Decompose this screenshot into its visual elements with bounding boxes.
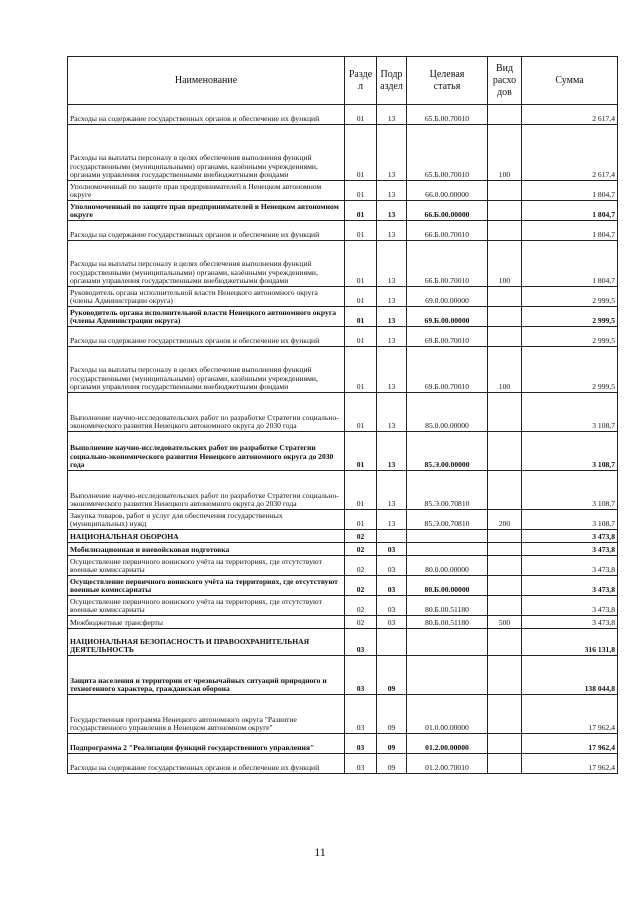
row-sum: 3 108,7 [522,432,618,471]
table-row [68,543,618,556]
table-row [68,221,618,241]
row-section: 01 [345,125,377,181]
row-name: Подпрограмма 2 "Реализация функций государственного управления" [68,734,345,754]
row-section: 03 [345,629,377,656]
row-sum: 17 962,4 [522,695,618,734]
row-target-article [407,629,488,656]
row-target-article [407,543,488,556]
table-row [68,307,618,327]
row-subsection: 03 [377,576,407,596]
row-name: Мобилизационная и вневойсковая подготовка [68,543,345,556]
row-name: Расходы на выплаты персоналу в целях обеспечения выполнения функций государственными (муниципальными) органами, казёнными учреждениями, органами управления государственными внебюджетными фондами [68,241,345,287]
row-section: 03 [345,754,377,774]
row-subsection: 13 [377,393,407,432]
row-expense-kind [488,327,522,347]
row-expense-kind [488,307,522,327]
row-sum: 2 999,5 [522,307,618,327]
row-sum: 1 804,7 [522,201,618,221]
header-name: Наименование [68,57,345,105]
row-section: 01 [345,221,377,241]
row-subsection: 13 [377,307,407,327]
header-target-article: Целевая статья [407,57,488,105]
row-name: Выполнение научно-исследовательских работ по разработке Стратегии социально-экономического развития Ненецкого автономного округа до 2030 года [68,432,345,471]
row-section: 03 [345,734,377,754]
row-section: 01 [345,327,377,347]
row-target-article: 66.Б.00.70010 [407,221,488,241]
table-row [68,530,618,543]
row-section: 02 [345,576,377,596]
row-expense-kind: 200 [488,510,522,530]
row-sum: 3 108,7 [522,471,618,510]
row-expense-kind [488,105,522,125]
row-name: Выполнение научно-исследовательских работ по разработке Стратегии социально-экономического развития Ненецкого автономного округа до 2030 года [68,393,345,432]
row-section: 01 [345,393,377,432]
row-sum: 2 999,5 [522,347,618,393]
row-name: Межбюджетные трансферты [68,616,345,629]
row-sum: 3 473,8 [522,530,618,543]
row-subsection [377,629,407,656]
row-section: 02 [345,530,377,543]
row-name: Осуществление первичного воинского учёта на территориях, где отсутствуют военные комиссариаты [68,576,345,596]
row-target-article: 85.Э.00.00000 [407,432,488,471]
row-target-article: 80.Б.00.51180 [407,596,488,616]
table-row [68,287,618,307]
row-sum: 138 044,8 [522,656,618,695]
row-subsection: 13 [377,105,407,125]
row-target-article: 66.Б.00.70010 [407,241,488,287]
header-section: Разде л [345,57,377,105]
table-body [68,105,618,774]
row-section: 01 [345,241,377,287]
row-target-article: 85.Э.00.70810 [407,510,488,530]
row-name: НАЦИОНАЛЬНАЯ БЕЗОПАСНОСТЬ И ПРАВООХРАНИТЕЛЬНАЯ ДЕЯТЕЛЬНОСТЬ [68,629,345,656]
table-row [68,181,618,201]
row-subsection [377,530,407,543]
row-expense-kind [488,754,522,774]
row-target-article: 69.Б.00.70010 [407,347,488,393]
table-row [68,616,618,629]
row-subsection: 13 [377,510,407,530]
row-section: 01 [345,307,377,327]
table-row [68,471,618,510]
row-expense-kind [488,471,522,510]
row-expense-kind: 100 [488,347,522,393]
row-subsection: 13 [377,287,407,307]
table-row [68,734,618,754]
row-subsection: 13 [377,181,407,201]
row-section: 02 [345,543,377,556]
row-section: 01 [345,471,377,510]
row-section: 02 [345,596,377,616]
row-name: Руководитель органа исполнительной власти Ненецкого автономного округа (члены Администрации округа) [68,287,345,307]
row-section: 01 [345,347,377,393]
header-sum: Сумма [522,57,618,105]
table-row [68,347,618,393]
row-sum: 3 473,8 [522,556,618,576]
row-sum: 1 804,7 [522,241,618,287]
row-target-article: 80.Б.00.51180 [407,616,488,629]
row-sum: 1 804,7 [522,221,618,241]
row-target-article: 80.0.00.00000 [407,556,488,576]
row-section: 01 [345,510,377,530]
row-name: Расходы на содержание государственных органов и обеспечение их функций [68,105,345,125]
row-subsection: 09 [377,734,407,754]
budget-table [67,56,618,774]
row-section: 02 [345,616,377,629]
row-section: 02 [345,556,377,576]
table-row [68,754,618,774]
row-sum: 2 999,5 [522,287,618,307]
row-sum: 3 473,8 [522,616,618,629]
row-name: Осуществление первичного воинского учёта на территориях, где отсутствуют военные комиссариаты [68,596,345,616]
table-row [68,125,618,181]
row-subsection: 03 [377,596,407,616]
row-target-article: 85.0.00.00000 [407,393,488,432]
row-name: Расходы на содержание государственных органов и обеспечение их функций [68,327,345,347]
table-row [68,432,618,471]
row-target-article: 65.Б.00.70010 [407,105,488,125]
row-subsection: 13 [377,241,407,287]
row-expense-kind [488,656,522,695]
table-header-row [68,57,618,105]
row-subsection: 03 [377,556,407,576]
row-expense-kind [488,432,522,471]
row-target-article: 66.Б.00.00000 [407,201,488,221]
row-sum: 2 999,5 [522,327,618,347]
row-subsection: 09 [377,695,407,734]
row-subsection: 03 [377,616,407,629]
header-expense-kind: Вид расхо дов [488,57,522,105]
table-row [68,327,618,347]
row-expense-kind [488,734,522,754]
row-sum: 3 108,7 [522,393,618,432]
row-sum: 3 108,7 [522,510,618,530]
row-name: Закупка товаров, работ и услуг для обеспечения государственных (муниципальных) нужд [68,510,345,530]
row-section: 01 [345,287,377,307]
row-target-article: 85.Э.00.70810 [407,471,488,510]
row-sum: 316 131,8 [522,629,618,656]
header-subsection: Подр аздел [377,57,407,105]
table-row [68,393,618,432]
row-sum: 1 804,7 [522,181,618,201]
row-section: 03 [345,695,377,734]
row-name: Осуществление первичного воинского учёта на территориях, где отсутствуют военные комиссариаты [68,556,345,576]
row-expense-kind: 100 [488,125,522,181]
row-section: 01 [345,201,377,221]
row-target-article [407,656,488,695]
table-row [68,695,618,734]
table-row [68,656,618,695]
table-row [68,629,618,656]
row-expense-kind [488,221,522,241]
row-expense-kind [488,287,522,307]
row-expense-kind [488,576,522,596]
table-row [68,596,618,616]
table-row [68,576,618,596]
table-row [68,510,618,530]
row-expense-kind [488,596,522,616]
row-subsection: 13 [377,327,407,347]
row-subsection: 13 [377,201,407,221]
row-sum: 2 617,4 [522,105,618,125]
row-name: Расходы на содержание государственных органов и обеспечение их функций [68,754,345,774]
row-name: Расходы на выплаты персоналу в целях обеспечения выполнения функций государственными (муниципальными) органами, казёнными учреждениями, органами управления государственными внебюджетными фондами [68,347,345,393]
row-target-article: 69.Б.00.70010 [407,327,488,347]
row-subsection: 13 [377,221,407,241]
row-section: 01 [345,105,377,125]
row-expense-kind [488,543,522,556]
row-name: Руководитель органа исполнительной власти Ненецкого автономного округа (члены Администрации округа) [68,307,345,327]
row-sum: 3 473,8 [522,543,618,556]
row-subsection: 03 [377,543,407,556]
row-sum: 3 473,8 [522,576,618,596]
row-target-article: 69.Б.00.00000 [407,307,488,327]
row-subsection: 13 [377,347,407,393]
row-subsection: 09 [377,656,407,695]
row-name: Защита населения и территории от чрезвычайных ситуаций природного и техногенного характера, гражданская оборона [68,656,345,695]
row-target-article [407,530,488,543]
row-expense-kind [488,530,522,543]
row-sum: 17 962,4 [522,734,618,754]
row-expense-kind [488,629,522,656]
row-expense-kind [488,695,522,734]
table-row [68,105,618,125]
row-target-article: 01.2.00.00000 [407,734,488,754]
table-row [68,201,618,221]
row-name: Уполномоченный по защите прав предпринимателей в Ненецком автономном округе [68,201,345,221]
row-subsection: 09 [377,754,407,774]
row-sum: 3 473,8 [522,596,618,616]
row-subsection: 13 [377,471,407,510]
row-name: Уполномоченный по защите прав предпринимателей в Ненецком автономном округе [68,181,345,201]
row-section: 01 [345,432,377,471]
table-row [68,556,618,576]
row-subsection: 13 [377,432,407,471]
row-expense-kind [488,556,522,576]
row-expense-kind: 100 [488,241,522,287]
row-sum: 2 617,4 [522,125,618,181]
row-expense-kind [488,393,522,432]
row-section: 03 [345,656,377,695]
row-name: Расходы на выплаты персоналу в целях обеспечения выполнения функций государственными (муниципальными) органами, казёнными учреждениями, органами управления государственными внебюджетными фондами [68,125,345,181]
row-sum: 17 962,4 [522,754,618,774]
row-target-article: 65.Б.00.70010 [407,125,488,181]
row-section: 01 [345,181,377,201]
table-row [68,241,618,287]
page-number: 11 [314,845,326,859]
row-subsection: 13 [377,125,407,181]
row-expense-kind [488,201,522,221]
row-name: Расходы на содержание государственных органов и обеспечение их функций [68,221,345,241]
row-target-article: 01.2.00.70010 [407,754,488,774]
row-name: Государственная программа Ненецкого автономного округа "Развитие государственного управления в Ненецком автономном округе" [68,695,345,734]
row-expense-kind: 500 [488,616,522,629]
row-expense-kind [488,181,522,201]
row-target-article: 69.0.00.00000 [407,287,488,307]
row-target-article: 80.Б.00.00000 [407,576,488,596]
row-target-article: 66.0.00.00000 [407,181,488,201]
row-name: Выполнение научно-исследовательских работ по разработке Стратегии социально-экономического развития Ненецкого автономного округа до 2030 года [68,471,345,510]
row-name: НАЦИОНАЛЬНАЯ ОБОРОНА [68,530,345,543]
row-target-article: 01.0.00.00000 [407,695,488,734]
